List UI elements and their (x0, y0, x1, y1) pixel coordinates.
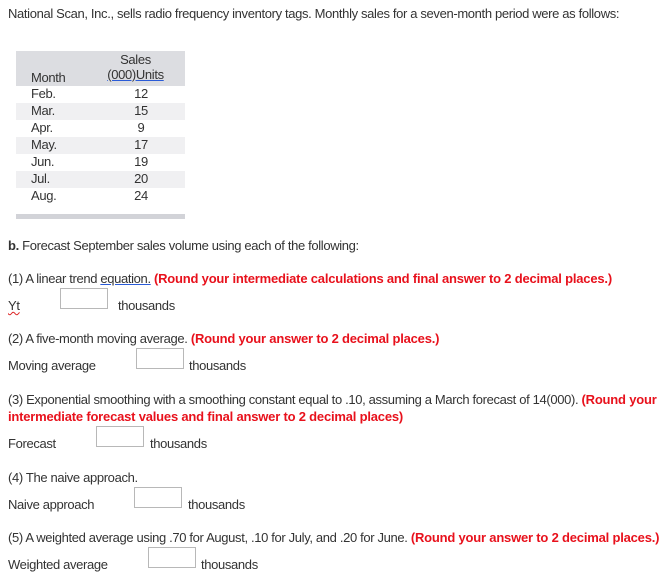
sales-cell: 20 (134, 171, 148, 186)
table-row (16, 154, 185, 171)
q2-instruction: (Round your answer to 2 decimal places.) (190, 331, 440, 346)
q1-text: (1) A linear trend (8, 271, 101, 286)
q3-instruction-line2: intermediate forecast values and final answer to 2 decimal places) (8, 409, 404, 424)
q4-unit: thousands (188, 497, 245, 512)
month-cell: Apr. (31, 120, 53, 135)
month-cell: Aug. (31, 188, 57, 203)
q1-unit: thousands (118, 298, 175, 313)
table-row (16, 120, 185, 137)
q1-text-equation: equation. (100, 271, 151, 286)
q3-field-label: Forecast (8, 436, 56, 451)
q2-text: (2) A five-month moving average. (8, 331, 188, 346)
q2-prompt (8, 331, 439, 346)
q2-field-label: Moving average (8, 358, 96, 373)
q5-unit: thousands (201, 557, 258, 572)
q2-unit: thousands (189, 358, 246, 373)
q3-prompt (8, 392, 657, 407)
sales-cell: 12 (134, 86, 148, 101)
table-footer-spacer (16, 205, 185, 214)
column-header-sales-line1: Sales (120, 52, 151, 67)
q1-prompt (8, 271, 612, 286)
table-row (16, 103, 185, 120)
sales-cell: 19 (134, 154, 148, 169)
naive-approach-input[interactable] (134, 487, 182, 508)
forecast-input[interactable] (96, 426, 144, 447)
table-body (16, 86, 185, 205)
table-header (16, 51, 185, 86)
q3-text: (3) Exponential smoothing with a smoothing constant equal to .10, assuming a March forecast of 14(000). (8, 392, 579, 407)
q5-text: (5) A weighted average using .70 for August, .10 for July, and .20 for June. (8, 530, 408, 545)
q1-instruction: (Round your intermediate calculations and final answer to 2 decimal places.) (153, 271, 612, 286)
intro-text: National Scan, Inc., sells radio frequency inventory tags. Monthly sales for a seven-month period were as follows: (8, 6, 620, 21)
q5-prompt (8, 530, 659, 545)
part-b-label: b. (8, 238, 19, 253)
part-b-heading (8, 238, 359, 253)
sales-cell: 17 (134, 137, 148, 152)
table-row (16, 171, 185, 188)
sales-cell: 24 (134, 188, 148, 203)
month-cell: Jun. (31, 154, 55, 169)
part-b-text: Forecast September sales volume using each of the following: (22, 238, 359, 253)
weighted-average-input[interactable] (148, 547, 196, 568)
q4-prompt: (4) The naive approach. (8, 470, 138, 485)
month-cell: May. (31, 137, 57, 152)
q3-instruction-line1: (Round your (581, 392, 657, 407)
sales-cell: 15 (134, 103, 148, 118)
q4-field-label: Naive approach (8, 497, 95, 512)
month-cell: Feb. (31, 86, 56, 101)
table-row (16, 86, 185, 103)
q5-field-label: Weighted average (8, 557, 108, 572)
moving-average-input[interactable] (136, 348, 184, 369)
yt-input[interactable] (60, 288, 108, 309)
table-row (16, 137, 185, 154)
column-header-sales (86, 52, 185, 82)
month-cell: Jul. (31, 171, 50, 186)
sales-table (16, 51, 185, 219)
sales-cell: 9 (137, 120, 145, 135)
column-header-sales-line2: (000)Units (107, 67, 164, 82)
table-row (16, 188, 185, 205)
q3-unit: thousands (150, 436, 207, 451)
month-cell: Mar. (31, 103, 55, 118)
q5-instruction: (Round your answer to 2 decimal places.) (410, 530, 660, 545)
table-bottom-bar (16, 214, 185, 219)
q1-field-label: Yt (8, 298, 20, 313)
column-header-month: Month (31, 70, 66, 85)
